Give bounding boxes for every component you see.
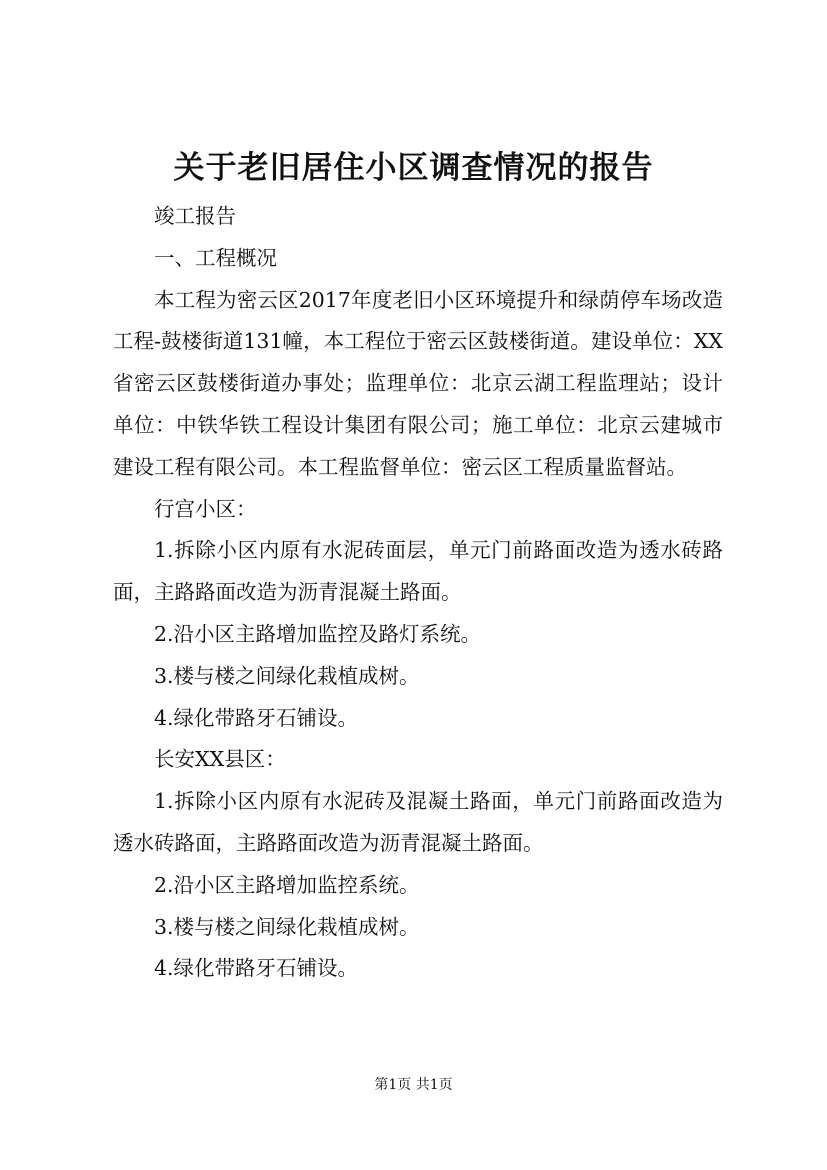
list-item: 3.楼与楼之间绿化栽植成树。 xyxy=(154,663,420,688)
list-item: 1.拆除小区内原有水泥砖面层，单元门前路面改造为透水砖路面，主路路面改造为沥青混凝土路面。 xyxy=(113,538,723,605)
list-item: 4.绿化带路牙石铺设。 xyxy=(154,956,359,981)
list-item: 3.楼与楼之间绿化栽植成树。 xyxy=(154,914,420,939)
subheading-changan: 长安XX县区： xyxy=(154,747,286,772)
document-title: 关于老旧居住小区调查情况的报告 xyxy=(173,150,654,186)
list-item: 2.沿小区主路增加监控及路灯系统。 xyxy=(154,621,482,646)
paragraph-project-description: 本工程为密云区2017年度老旧小区环境提升和绿荫停车场改造工程-鼓楼街道131幢，本工程位于密云区鼓楼街道。建设单位：XX省密云区鼓楼街道办事处；监理单位：北京云湖工程监理站；设计单位：中铁华铁工程设计集团有限公司；施工单位：北京云建城市建设工程有限公司。本工程监督单位：密云区工程质量监督站。 xyxy=(113,287,723,479)
subheading-xinggong: 行宫小区： xyxy=(154,496,257,521)
page-number-footer: 第1页 共1页 xyxy=(374,1077,453,1093)
list-item: 2.沿小区主路增加监控系统。 xyxy=(154,872,420,897)
paragraph-report-type: 竣工报告 xyxy=(154,204,236,228)
list-item: 4.绿化带路牙石铺设。 xyxy=(154,705,359,730)
list-item: 1.拆除小区内原有水泥砖及混凝土路面，单元门前路面改造为透水砖路面，主路路面改造为沥青混凝土路面。 xyxy=(113,789,723,855)
document-body xyxy=(113,196,723,990)
section-heading-overview: 一、工程概况 xyxy=(154,245,277,270)
